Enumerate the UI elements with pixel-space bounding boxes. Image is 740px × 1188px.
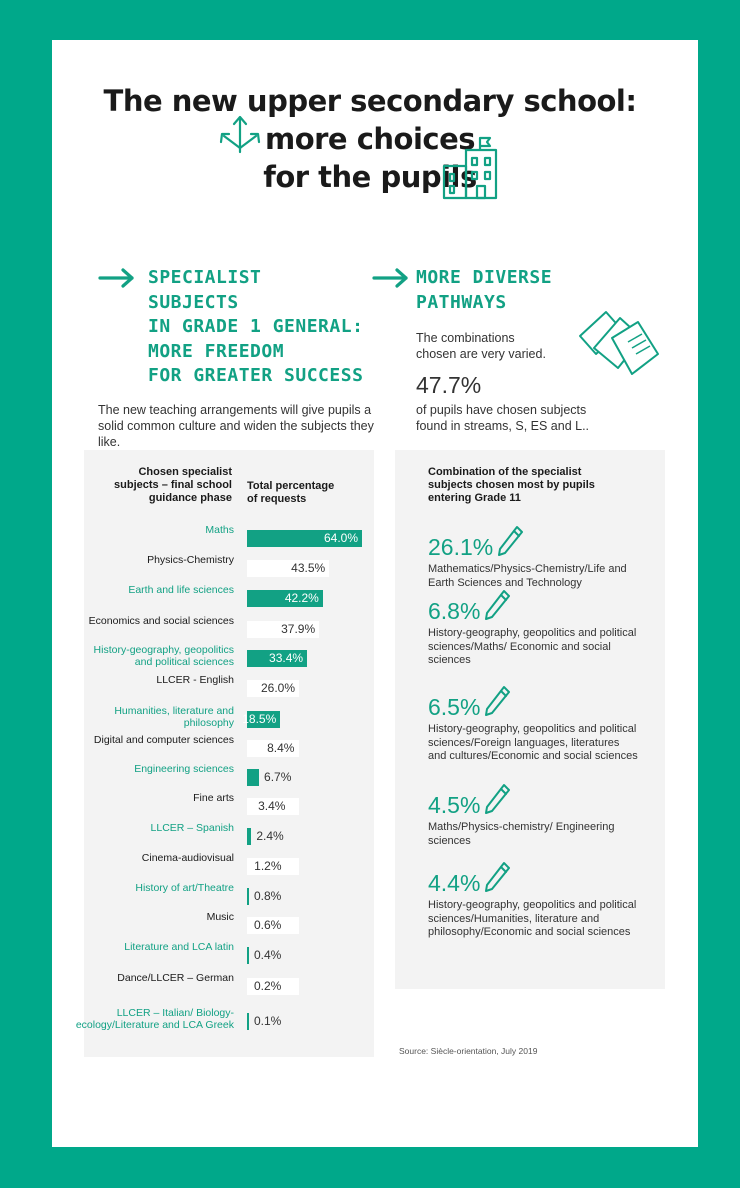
value-label: 3.4% (258, 799, 286, 813)
title-line-3: for the pupils (263, 160, 477, 194)
specialist-intro-text: The new teaching arrangements will give pupils a solid common culture and widen the subjects they like. (98, 403, 374, 449)
value-label: 64.0% (324, 531, 359, 545)
combination-subjects: Maths/Physics-chemistry/ Engineering sciences (428, 821, 615, 847)
combination-percentage: 4.5% (428, 792, 481, 818)
category-label: Engineering sciences (134, 762, 234, 775)
pencil-icon (495, 524, 525, 563)
value-label: 43.5% (291, 561, 326, 575)
pathways-stat-value: 47.7% (416, 372, 482, 398)
pencil-icon (482, 684, 512, 723)
documents-icon (576, 308, 664, 380)
specialist-subjects-heading: SPECIALIST SUBJECTS IN GRADE 1 GENERAL: MORE FREEDOM FOR GREATER SUCCESS (148, 267, 364, 386)
value-label: 8.4% (267, 741, 295, 755)
combination-subjects: History-geography, geopolitics and political sciences/Humanities, literature and philosophy/Economic and social sciences (428, 899, 637, 938)
bar (247, 947, 249, 964)
combinations-intro-text: The combinations chosen are very varied. (416, 331, 546, 361)
pencil-icon (482, 782, 512, 821)
page-title (0, 82, 740, 196)
combination-subjects: Mathematics/Physics-Chemistry/Life and Earth Sciences and Technology (428, 563, 627, 589)
combination-percentage: 6.5% (428, 694, 481, 720)
pencil-icon (482, 860, 512, 899)
combination-percentage: 6.8% (428, 598, 481, 624)
value-label: 37.9% (281, 622, 316, 636)
category-label: Dance/LLCER – German (117, 971, 234, 984)
category-label: Humanities, literature and philosophy (114, 704, 234, 729)
arrow-right-icon (98, 268, 136, 288)
pathways-stat-text: of pupils have chosen subjects found in streams, S, ES and L.. (416, 403, 590, 433)
category-label: History of art/Theatre (135, 881, 234, 894)
combination-subjects: History-geography, geopolitics and political sciences/Foreign languages, literatures and cultures/Economic and social sciences (428, 723, 638, 762)
diverging-arrows-icon (216, 112, 264, 154)
value-label: 0.1% (254, 1014, 282, 1028)
value-label: 33.4% (269, 651, 304, 665)
value-column-header: Total percentage of requests (247, 480, 335, 505)
diverse-pathways-heading: MORE DIVERSE PATHWAYS (416, 267, 553, 313)
category-label: Cinema-audiovisual (141, 851, 234, 864)
title-line-1: The new upper secondary school: (103, 84, 637, 118)
category-label: LLCER – Spanish (150, 821, 234, 834)
value-label: 0.6% (254, 918, 282, 932)
value-label: 0.4% (254, 948, 282, 962)
value-label: 0.2% (254, 979, 282, 993)
value-label: 6.7% (264, 770, 292, 784)
value-label: 2.4% (256, 829, 284, 843)
category-label: LLCER – Italian/ Biology-ecology/Literature and LCA Greek (75, 1006, 234, 1031)
category-column-header: Chosen specialist subjects – final school guidance phase (114, 466, 232, 504)
value-label: 42.2% (284, 591, 319, 605)
category-label: Music (206, 910, 234, 923)
combinations-header: Combination of the specialist subjects chosen most by pupils entering Grade 11 (428, 466, 595, 504)
value-label: 1.2% (254, 859, 282, 873)
source-note: Source: Siècle-orientation, July 2019 (399, 1046, 538, 1056)
category-label: Literature and LCA latin (124, 940, 234, 953)
category-label: Economics and social sciences (88, 614, 234, 627)
value-label: 26.0% (261, 681, 296, 695)
bar (247, 769, 259, 786)
bar (247, 828, 251, 845)
value-label: 0.8% (254, 889, 282, 903)
category-label: Fine arts (193, 791, 234, 804)
combination-subjects: History-geography, geopolitics and political sciences/Maths/ Economic and social sciences (428, 627, 637, 666)
pencil-icon (482, 588, 512, 627)
bar (247, 888, 249, 905)
bar (247, 1013, 249, 1030)
title-line-2: more choices (264, 122, 476, 156)
combination-percentage: 26.1% (428, 534, 494, 560)
category-label: Maths (205, 523, 234, 536)
combination-percentage: 4.4% (428, 870, 481, 896)
school-building-icon (440, 136, 502, 202)
category-label: Physics-Chemistry (147, 553, 234, 566)
category-label: History-geography, geopolitics and political sciences (93, 643, 234, 668)
category-label: Digital and computer sciences (93, 733, 234, 746)
value-label: 18.5% (242, 712, 277, 726)
category-label: LLCER - English (156, 673, 234, 686)
arrow-right-icon (372, 268, 410, 288)
category-label: Earth and life sciences (128, 583, 234, 596)
